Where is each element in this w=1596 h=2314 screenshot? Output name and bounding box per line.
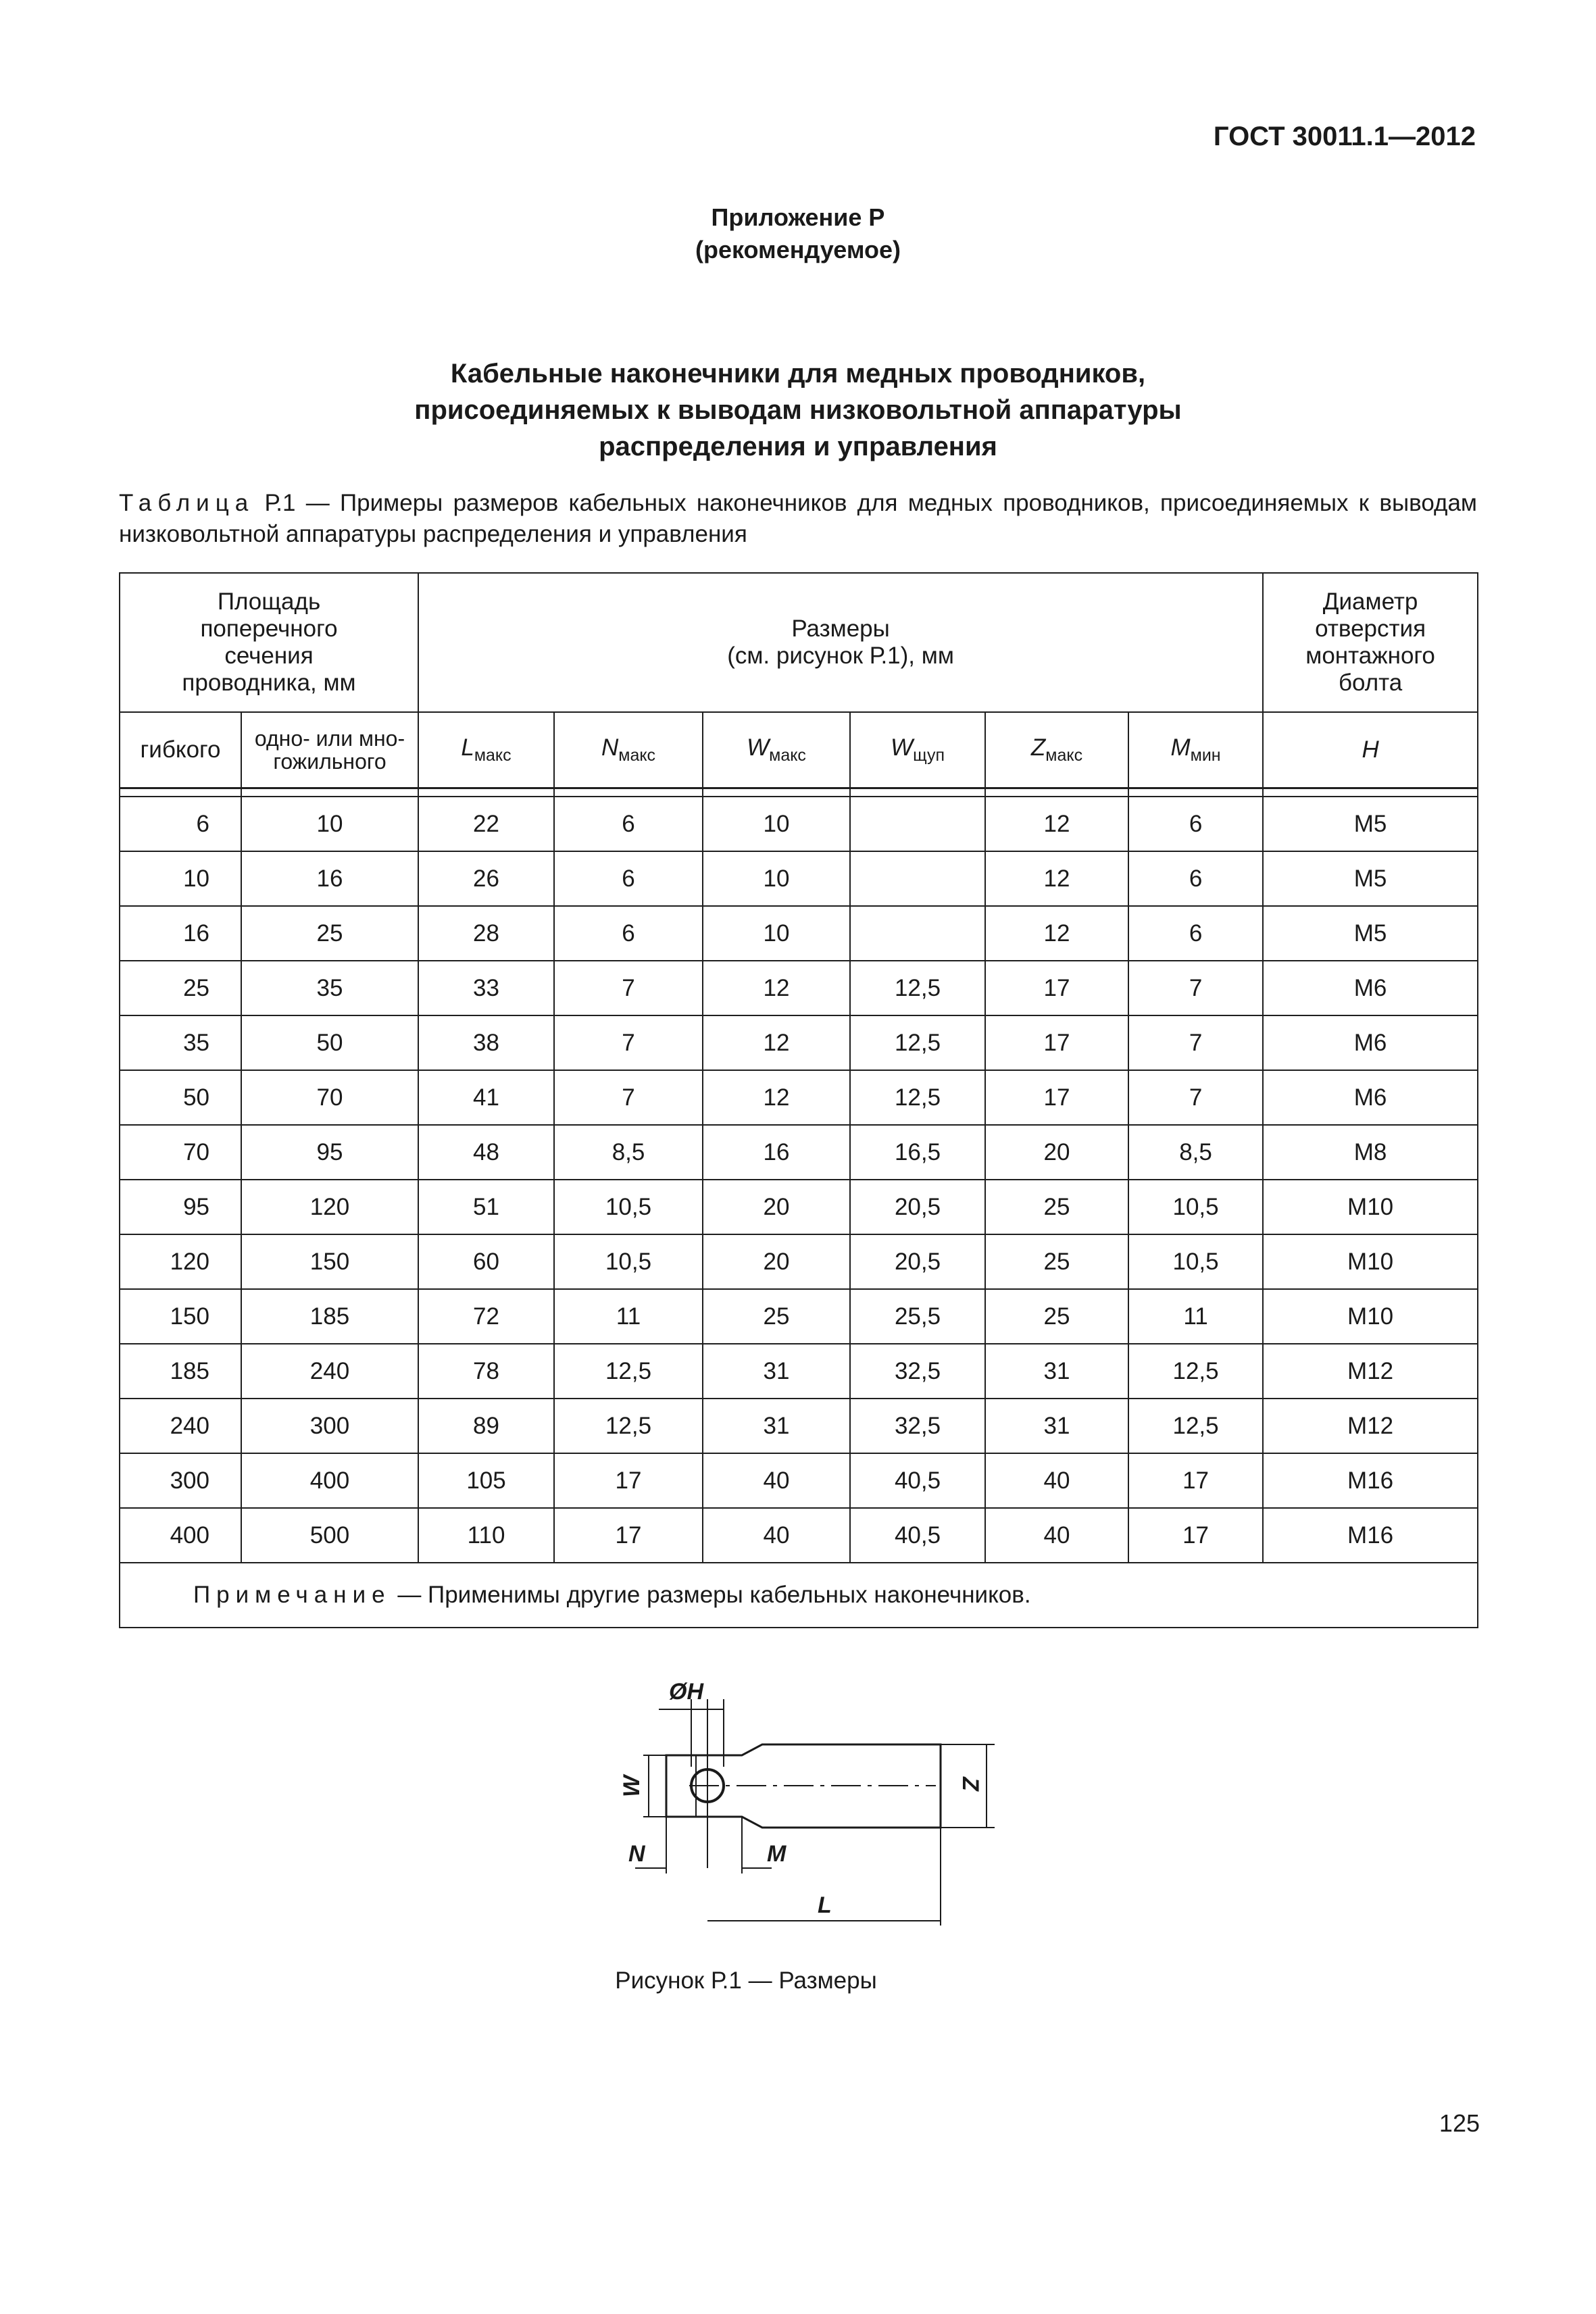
table-cell: 12,5 [850, 1015, 985, 1070]
header-hole-line: болта [1338, 670, 1403, 696]
symbol: W [891, 734, 914, 761]
table-cell: 17 [985, 1070, 1128, 1125]
table-cell: 26 [418, 851, 554, 906]
table-cell: 12 [985, 797, 1128, 851]
table-cell: 6 [1128, 797, 1263, 851]
table-cell: 20 [703, 1234, 850, 1289]
subheader-M [1128, 712, 1263, 788]
table-cell: M5 [1263, 797, 1478, 851]
table-cell: 10,5 [554, 1234, 703, 1289]
table-cell: 400 [241, 1453, 418, 1508]
table-cell: 16 [241, 851, 418, 906]
subheader-W-probe [850, 712, 985, 788]
table-cell: 25 [985, 1234, 1128, 1289]
table-cell: 20 [985, 1125, 1128, 1180]
table-body [120, 797, 1478, 1563]
table-caption-text: Р.1 — Примеры размеров кабельных наконечников для медных проводников, присоединяемых к выводам низковольтной аппаратуры распределения и управления [119, 490, 1477, 547]
table-cell: 300 [241, 1399, 418, 1453]
table-cell: 12,5 [1128, 1344, 1263, 1399]
table-cell: 16 [703, 1125, 850, 1180]
page-number: 125 [1439, 2109, 1480, 2137]
table-cell: 70 [120, 1125, 241, 1180]
table-cell: 8,5 [554, 1125, 703, 1180]
table-row [120, 1070, 1478, 1125]
table-cell: 120 [120, 1234, 241, 1289]
table-cell: 50 [120, 1070, 241, 1125]
symbol: H [1362, 736, 1379, 763]
table-cell: 12 [985, 906, 1128, 961]
table-cell: 17 [554, 1453, 703, 1508]
table-cell [850, 851, 985, 906]
table-cell: 25 [241, 906, 418, 961]
header-dimensions-line: (см. рисунок Р.1), мм [727, 643, 954, 669]
table-cell: 40,5 [850, 1508, 985, 1563]
table-row [120, 1125, 1478, 1180]
table-cell: M12 [1263, 1344, 1478, 1399]
table-cell: M5 [1263, 906, 1478, 961]
table-cell: 72 [418, 1289, 554, 1344]
table-cell: 33 [418, 961, 554, 1015]
lug-dimensions-table [119, 572, 1477, 1625]
table-cell: 32,5 [850, 1399, 985, 1453]
title-line-1: Кабельные наконечники для медных проводников, [450, 359, 1146, 388]
table-cell: 35 [241, 961, 418, 1015]
table-cell: 31 [703, 1344, 850, 1399]
subheader-stranded [241, 712, 418, 788]
table-cell: 7 [1128, 1015, 1263, 1070]
table-header-row [120, 573, 1478, 712]
table-cell: 40 [703, 1508, 850, 1563]
table-cell: 40 [985, 1508, 1128, 1563]
subheader-Z [985, 712, 1128, 788]
table-cell: 150 [241, 1234, 418, 1289]
table-cell: M16 [1263, 1453, 1478, 1508]
table-cell: 25 [703, 1289, 850, 1344]
table-cell: 7 [554, 1015, 703, 1070]
table-cell: 17 [985, 1015, 1128, 1070]
subscript: мин [1190, 746, 1221, 765]
table-cell: 40 [985, 1453, 1128, 1508]
symbol: N [601, 734, 619, 761]
table-cell: M12 [1263, 1399, 1478, 1453]
table-cell: 17 [554, 1508, 703, 1563]
subheader-W [703, 712, 850, 788]
table-cell: 35 [120, 1015, 241, 1070]
table-cell: 6 [554, 797, 703, 851]
table-cell: 12,5 [554, 1399, 703, 1453]
table-cell: 31 [985, 1344, 1128, 1399]
header-area-line: проводника, мм [182, 670, 356, 696]
table-note [120, 1563, 1478, 1628]
table-cell: 11 [554, 1289, 703, 1344]
table-cell: 25 [985, 1289, 1128, 1344]
subscript: макс [474, 746, 512, 765]
lug-drawing [595, 1672, 1014, 1942]
header-hole-line: отверстия [1315, 615, 1426, 642]
table-cell: 25 [985, 1180, 1128, 1234]
table-cell: 20 [703, 1180, 850, 1234]
table-cell: 78 [418, 1344, 554, 1399]
subheader-N [554, 712, 703, 788]
table-row [120, 961, 1478, 1015]
table-cell: 10 [241, 797, 418, 851]
table-cell: 40 [703, 1453, 850, 1508]
table-cell: 110 [418, 1508, 554, 1563]
table-cell [850, 797, 985, 851]
table-cell: 6 [120, 797, 241, 851]
note-label: Примечание [193, 1582, 391, 1608]
header-hole-line: Диаметр [1322, 588, 1418, 615]
header-hole-line: монтажного [1305, 643, 1435, 669]
table-cell: 12 [703, 1015, 850, 1070]
table-cell: 10,5 [1128, 1234, 1263, 1289]
header-dimensions [418, 573, 1263, 712]
subscript: щуп [913, 746, 945, 765]
table-cell: 6 [554, 906, 703, 961]
table-cell: 60 [418, 1234, 554, 1289]
table-cell: 10 [120, 851, 241, 906]
subheader-stranded-line: гожильного [273, 749, 386, 774]
header-hole [1263, 573, 1478, 712]
table-cell: 185 [120, 1344, 241, 1399]
table-caption [119, 488, 1477, 550]
table-cell: 28 [418, 906, 554, 961]
table-cell: 150 [120, 1289, 241, 1344]
table-cell: M16 [1263, 1508, 1478, 1563]
table-cell: 48 [418, 1125, 554, 1180]
table-cell: 6 [1128, 851, 1263, 906]
table-cell: 12 [703, 1070, 850, 1125]
table-cell: 40,5 [850, 1453, 985, 1508]
subscript: макс [618, 746, 656, 765]
table-separator [120, 788, 1478, 797]
table-cell: 70 [241, 1070, 418, 1125]
table-cell: 16 [120, 906, 241, 961]
table-cell: 12,5 [1128, 1399, 1263, 1453]
header-dimensions-line: Размеры [791, 615, 890, 642]
subheader-L [418, 712, 554, 788]
table-row [120, 1508, 1478, 1563]
table-cell: 89 [418, 1399, 554, 1453]
table-row [120, 1453, 1478, 1508]
label-Z: Z [957, 1777, 983, 1791]
table-cell: 7 [554, 961, 703, 1015]
table-cell: 6 [554, 851, 703, 906]
table-cell: 17 [1128, 1453, 1263, 1508]
table-cell: M6 [1263, 1015, 1478, 1070]
table-cell: M6 [1263, 1070, 1478, 1125]
table-cell: 240 [241, 1344, 418, 1399]
table-cell: 12,5 [850, 1070, 985, 1125]
title-line-2: присоединяемых к выводам низковольтной аппаратуры [414, 395, 1182, 425]
table-cell: 10,5 [1128, 1180, 1263, 1234]
table-cell: M10 [1263, 1289, 1478, 1344]
table-cell: 185 [241, 1289, 418, 1344]
table-cell: 7 [554, 1070, 703, 1125]
annex-type: (рекомендуемое) [695, 236, 901, 263]
annex-heading [0, 201, 1596, 266]
annex-label: Приложение Р [711, 203, 885, 231]
table-cell: 10 [703, 906, 850, 961]
table-cell: 10,5 [554, 1180, 703, 1234]
table-cell: M10 [1263, 1234, 1478, 1289]
table-cell: 17 [985, 961, 1128, 1015]
table-cell: M10 [1263, 1180, 1478, 1234]
table-cell: 12 [703, 961, 850, 1015]
header-area [120, 573, 418, 712]
annex-title [0, 355, 1596, 465]
table-cell: 7 [1128, 961, 1263, 1015]
table-cell: 11 [1128, 1289, 1263, 1344]
table-cell: 31 [985, 1399, 1128, 1453]
table-cell: 240 [120, 1399, 241, 1453]
table-row [120, 1015, 1478, 1070]
table-cell: 22 [418, 797, 554, 851]
title-line-3: распределения и управления [599, 432, 997, 461]
table-cell: 17 [1128, 1508, 1263, 1563]
table-cell: 25,5 [850, 1289, 985, 1344]
table-cell: 7 [1128, 1070, 1263, 1125]
header-area-line: сечения [224, 643, 314, 669]
table-subheader-row [120, 712, 1478, 788]
figure-caption: Рисунок Р.1 — Размеры [615, 1967, 877, 1994]
table-cell: 400 [120, 1508, 241, 1563]
label-W: W [619, 1775, 645, 1797]
table-cell: 95 [241, 1125, 418, 1180]
table-cell: 500 [241, 1508, 418, 1563]
label-H: ØH [669, 1679, 703, 1705]
table-cell: 95 [120, 1180, 241, 1234]
figure-lug-dimensions [595, 1672, 1014, 1942]
table-cell: 8,5 [1128, 1125, 1263, 1180]
table-cell: 20,5 [850, 1180, 985, 1234]
table-row [120, 851, 1478, 906]
document-code: ГОСТ 30011.1—2012 [1213, 122, 1476, 151]
table-cell: 38 [418, 1015, 554, 1070]
header-area-line: Площадь [217, 588, 321, 615]
label-N: N [628, 1841, 645, 1867]
table-cell: M5 [1263, 851, 1478, 906]
table-row [120, 906, 1478, 961]
symbol: Z [1030, 734, 1046, 761]
subscript: макс [769, 746, 806, 765]
table-cell: 16,5 [850, 1125, 985, 1180]
table-cell: 120 [241, 1180, 418, 1234]
table-cell: 10 [703, 851, 850, 906]
table-row [120, 1180, 1478, 1234]
symbol: W [747, 734, 770, 761]
table-row [120, 1289, 1478, 1344]
symbol: L [461, 734, 474, 761]
table-cell: 10 [703, 797, 850, 851]
table-row [120, 1344, 1478, 1399]
table-cell: 12,5 [554, 1344, 703, 1399]
table-cell: 50 [241, 1015, 418, 1070]
label-M: M [767, 1841, 787, 1867]
table-cell: M8 [1263, 1125, 1478, 1180]
subheader-H [1263, 712, 1478, 788]
header-area-line: поперечного [200, 615, 338, 642]
label-L: L [818, 1892, 832, 1918]
table-cell: 31 [703, 1399, 850, 1453]
table-caption-label: Таблица [119, 490, 255, 516]
subheader-flexible: гибкого [120, 712, 241, 788]
table-cell: 51 [418, 1180, 554, 1234]
table-note-row [120, 1563, 1478, 1628]
table-cell: 300 [120, 1453, 241, 1508]
note-text: — Применимы другие размеры кабельных наконечников. [391, 1582, 1031, 1608]
table-row [120, 1234, 1478, 1289]
subscript: макс [1045, 746, 1083, 765]
table-cell: 12 [985, 851, 1128, 906]
subheader-stranded-line: одно- или мно- [254, 726, 405, 751]
table-cell: M6 [1263, 961, 1478, 1015]
table-cell: 6 [1128, 906, 1263, 961]
symbol: M [1170, 734, 1191, 761]
table-cell: 32,5 [850, 1344, 985, 1399]
table-cell: 20,5 [850, 1234, 985, 1289]
table-row [120, 797, 1478, 851]
table-cell [850, 906, 985, 961]
table-row [120, 1399, 1478, 1453]
table-cell: 41 [418, 1070, 554, 1125]
table-cell: 25 [120, 961, 241, 1015]
table-cell: 105 [418, 1453, 554, 1508]
table-cell: 12,5 [850, 961, 985, 1015]
